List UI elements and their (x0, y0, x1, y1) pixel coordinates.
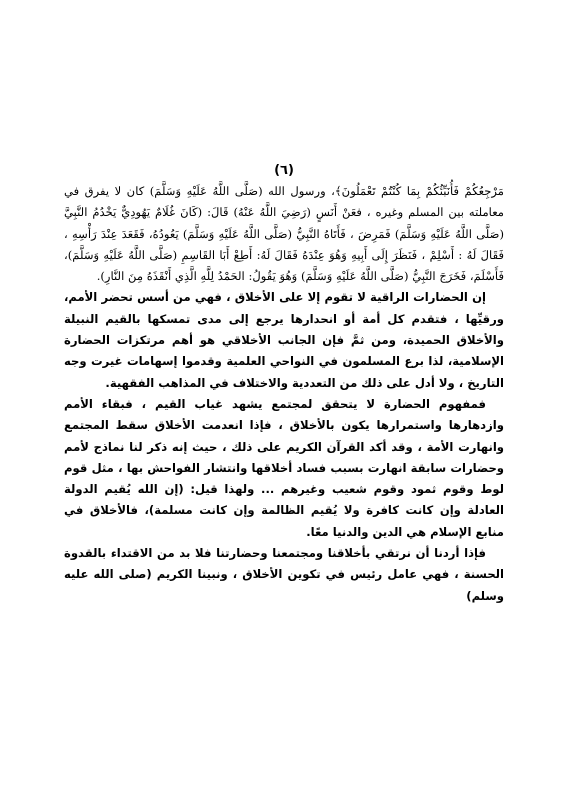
civilizations-paragraph: إن الحضارات الراقية لا تقوم إلا على الأخلاق ، فهي من أسس تحضر الأمم، ورقيِّها ، فتقدم كل أمة أو انحدارها يرجع إلى مدى تمسكها بالقيم النبيلة والأخلاق الحميدة، ومن ثمَّ فإن الجانب الأخلاقي هو أهم مرتكزات الحضارة الإسلامية، لذا برع المسلمون في النواحي العلمية وقدموا إسهامات غيرت وجه التاريخ ، ولا أدل على ذلك من التعددية والاختلاف في المذاهب الفقهية. (64, 290, 504, 390)
hadith-paragraph: مَرْجِعُكُمْ فَأُنَبِّئُكُمْ بِمَا كُنْتُمْ تَعْمَلُونَ﴾، ورسول الله (صَلَّى اللَّهُ عَلَيْهِ وَسَلَّمَ) كان لا يفرق في معاملته بين المسلم وغيره ، فعَنْ أَنَسٍ (رَضِيَ اللَّهُ عَنْهُ) قَالَ: (كَانَ غُلَامٌ يَهُودِيٌّ يَخْدُمُ النَّبِيَّ (صَلَّى اللَّهُ عَلَيْهِ وَسَلَّمَ) فَمَرِضَ ، فَأَتَاهُ النَّبِيُّ (صَلَّى اللَّهُ عَلَيْهِ وَسَلَّمَ) يَعُودُهُ، فَقَعَدَ عِنْدَ رَأْسِهِ ، فَقَالَ لَهُ : أَسْلِمْ ، فَنَظَرَ إِلَى أَبِيهِ وَهُوَ عِنْدَهُ فَقَالَ لَهُ: أَطِعْ أَبَا القَاسِمِ (صَلَّى اللَّهُ عَلَيْهِ وَسَلَّمَ)، فَأَسْلَمَ، فَخَرَجَ النَّبِيُّ (صَلَّى اللَّهُ عَلَيْهِ وَسَلَّمَ) وَهُوَ يَقُولُ: الحَمْدُ لِلَّهِ الَّذِي أَنْقَذَهُ مِنَ النَّارِ). (64, 184, 504, 284)
page-content (64, 162, 504, 607)
civilization-concept-paragraph: فمفهوم الحضارة لا يتحقق لمجتمع يشهد غياب القيم ، فبقاء الأمم وازدهارها واستمرارها يكون بالأخلاق ، فإذا انعدمت الأخلاق سقط المجتمع وانهارت الأمة ، وقد أكد القرآن الكريم على ذلك ، حيث إنه ذكر لنا نماذج لأمم وحضارات سابقة انهارت بسبب فساد أخلاقها وانتشار الفواحش بها ، مثل قوم لوط وقوم ثمود وقوم شعيب وغيرهم ... ولهذا قيل: (إن الله يُقيم الدولة العادلة وإن كانت كافرة ولا يُقيم الظالمة وإن كانت مسلمة)، فالأخلاق في منابع الإسلام هي الدين والدنيا معًا. (64, 396, 504, 539)
role-model-paragraph: فإذا أردنا أن نرتقي بأخلاقنا ومجتمعنا وحضارتنا فلا بد من الاقتداء بالقدوة الحسنة ، فهي عامل رئيس في تكوين الأخلاق ، ونبينا الكريم (صلى الله عليه وسلم) (64, 546, 504, 603)
page-number: (٦) (274, 163, 294, 178)
